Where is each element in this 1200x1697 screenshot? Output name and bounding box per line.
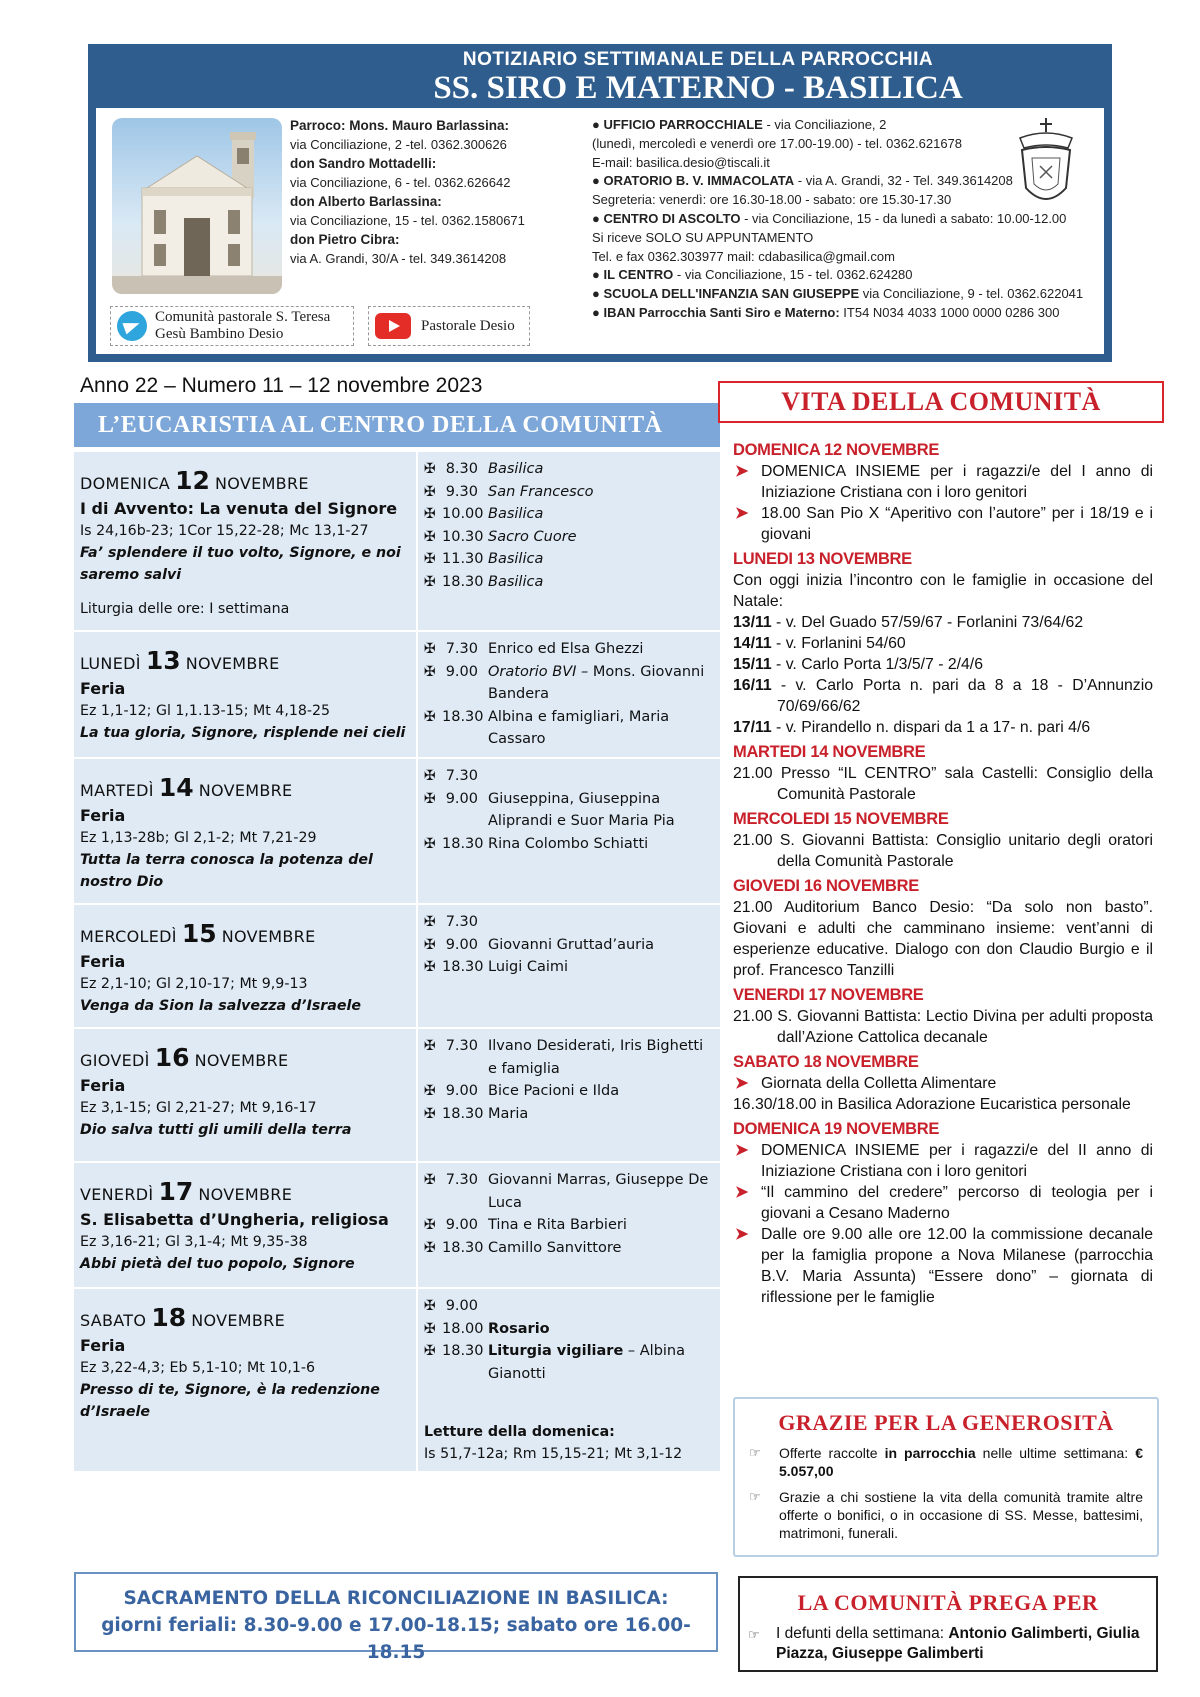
office-text: Segreteria: venerdì: ore 16.30-18.00 - sabato: ore 15.30-17.30 (592, 192, 952, 208)
event-item (733, 1182, 1153, 1224)
newsletter-header (88, 44, 1112, 362)
mass-intention (488, 1103, 716, 1126)
day-row (74, 450, 720, 630)
office-title: ● UFFICIO PARROCCHIALE (592, 117, 763, 132)
day-masses (418, 1029, 720, 1161)
cross-icon: ✠ (424, 1217, 436, 1234)
day-number: 18 (151, 1302, 187, 1332)
day-month: NOVEMBRE (185, 654, 280, 673)
cross-icon: ✠ (424, 767, 436, 784)
mass-intention (488, 548, 716, 571)
day-psalm-verse: Fa’ splendere il tuo volto, Signore, e noi saremo salvi (80, 545, 401, 583)
mass-entry (424, 1214, 716, 1237)
mass-entry (424, 481, 716, 504)
day-title (80, 1043, 410, 1072)
day-title (80, 773, 410, 802)
mass-text: Ilvano Desiderati, Iris Bighetti e famiglia (488, 1037, 704, 1077)
telegram-link[interactable] (110, 306, 354, 346)
event-day-heading: SABATO 18 NOVEMBRE (733, 1053, 919, 1071)
event-text: 21.00 S. Giovanni Battista: Consiglio unitario degli oratori della Comunità Pastorale (733, 832, 1153, 870)
event-day-heading: VENERDI 17 NOVEMBRE (733, 986, 924, 1004)
cross-icon: ✠ (424, 483, 436, 500)
day-name: VENERDÌ (80, 1184, 154, 1204)
mass-time: 9.00 (445, 936, 478, 953)
mass-intention (488, 1035, 716, 1080)
cross-icon: ✠ (424, 1105, 436, 1122)
day-title (80, 466, 410, 495)
day-name: MERCOLEDÌ (80, 926, 177, 946)
mass-entry (424, 911, 716, 934)
mass-intention (488, 706, 716, 751)
day-liturgy: Liturgia delle ore: I settimana (80, 601, 290, 617)
mass-intention (488, 638, 716, 661)
event-day-heading: MERCOLEDI 15 NOVEMBRE (733, 810, 949, 828)
day-row (74, 1161, 720, 1287)
mass-text: Giovanni Marras, Giuseppe De Luca (488, 1171, 709, 1211)
mass-intention (488, 911, 716, 934)
mass-intention (488, 481, 716, 504)
mass-text: Tina e Rita Barbieri (488, 1217, 627, 1234)
mass-entry (424, 1318, 716, 1341)
prayer-box (738, 1576, 1158, 1672)
event-text: 18.00 San Pio X “Aperitivo con l’autore” per i 18/19 e i giovani (761, 505, 1153, 543)
event-day-heading: DOMENICA 19 NOVEMBRE (733, 1120, 940, 1138)
event-text: Con oggi inizia l’incontro con le famiglie in occasione del Natale: (733, 572, 1153, 610)
header-title: SS. SIRO E MATERNO - BASILICA (433, 70, 963, 106)
mass-text: Basilica (488, 461, 544, 477)
office-text: - via Conciliazione, 15 - da lunedì a sabato: 10.00-12.00 (740, 210, 1067, 226)
cross-icon: ✠ (424, 790, 436, 807)
clergy-entry: Parroco: Mons. Mauro Barlassina: via Conciliazione, 2 -tel. 0362.300626 (290, 118, 510, 152)
office-text: - via Conciliazione, 2 (762, 117, 887, 132)
event-day-heading: GIOVEDI 16 NOVEMBRE (733, 877, 919, 895)
mass-time: 18.00 (442, 1320, 484, 1337)
day-name: MARTEDÌ (80, 780, 154, 800)
mass-time: 10.00 (442, 506, 484, 523)
generosity-heading: GRAZIE PER LA GENEROSITÀ (778, 1410, 1114, 1435)
office-text: (lunedì, mercoledì e venerdì ore 17.00-19.00) - tel. 0362.621678 (592, 135, 963, 151)
mass-intention (488, 1318, 716, 1341)
day-psalm-verse: Venga da Sion la salvezza d’Israele (80, 997, 361, 1014)
mass-entry (424, 1080, 716, 1103)
reconciliation-title: SACRAMENTO DELLA RICONCILIAZIONE IN BASILICA: (123, 1588, 669, 1609)
mass-text: Camillo Sanvittore (488, 1239, 622, 1256)
mass-entry (424, 638, 716, 661)
pointing-hand-icon: ☞ (749, 1489, 761, 1504)
arrow-right-icon: ➤ (735, 1142, 749, 1159)
cross-icon: ✠ (424, 663, 436, 680)
arrow-right-icon: ➤ (735, 463, 749, 480)
visit-schedule-line (733, 654, 1153, 675)
mass-intention (488, 1080, 716, 1103)
mass-entry (424, 1237, 716, 1260)
cross-icon: ✠ (424, 1320, 436, 1337)
mass-intention (488, 571, 716, 594)
event-item (733, 1224, 1153, 1308)
day-celebration: S. Elisabetta d’Ungheria, religiosa (80, 1209, 389, 1229)
mass-intention (488, 1340, 716, 1385)
telegram-label: Comunità pastorale S. Teresa Gesù Bambino Desio (155, 309, 331, 342)
arrow-right-icon: ➤ (735, 1075, 749, 1092)
event-text: Giornata della Colletta Alimentare (761, 1075, 997, 1092)
mass-place: Oratorio BVI – (488, 663, 589, 680)
mass-time: 11.30 (442, 551, 484, 568)
day-name: LUNEDÌ (80, 654, 141, 673)
office-text: Tel. e fax 0362.303977 mail: cdabasilica@gmail.com (592, 248, 895, 264)
office-line (592, 248, 1092, 267)
mass-text: Maria (488, 1105, 529, 1122)
mass-text: Basilica (488, 506, 544, 523)
cross-icon: ✠ (424, 959, 436, 976)
generosity-box (733, 1397, 1159, 1557)
mass-time: 8.30 (445, 461, 478, 477)
mass-intention (488, 1237, 716, 1260)
day-row (74, 1287, 720, 1471)
mass-entry (424, 1035, 716, 1080)
mass-entry (424, 526, 716, 549)
mass-intention (488, 1295, 716, 1318)
event-text: DOMENICA INSIEME per i ragazzi/e del II anno di Iniziazione Cristiana con i loro genitori (761, 1142, 1153, 1180)
event-day-heading: MARTEDI 14 NOVEMBRE (733, 743, 926, 761)
event-item (733, 1073, 1153, 1094)
visit-streets: - v. Carlo Porta 1/3/5/7 - 2/4/6 (771, 656, 983, 673)
visit-schedule-line (733, 633, 1153, 654)
sunday-readings-text: Is 51,7-12a; Rm 15,15-21; Mt 3,1-12 (424, 1446, 683, 1463)
day-row (74, 903, 720, 1027)
clergy-contacts (290, 116, 550, 268)
visit-schedule-line (733, 717, 1153, 738)
day-psalm-verse: Presso di te, Signore, è la redenzione d’Israele (80, 1381, 380, 1420)
clergy-entry: don Alberto Barlassina: via Conciliazione, 15 - tel. 0362.1580671 (290, 194, 525, 228)
day-masses (418, 1163, 720, 1287)
day-celebration: Feria (80, 1335, 126, 1355)
day-info (74, 1029, 416, 1161)
day-name: DOMENICA (80, 474, 171, 493)
visit-date: 15/11 (733, 656, 772, 673)
day-info (74, 905, 416, 1027)
event-item (733, 461, 1153, 503)
office-line (592, 266, 1092, 285)
youtube-icon (375, 313, 411, 339)
mass-entry (424, 661, 716, 706)
mass-time: 18.30 (442, 1105, 484, 1122)
mass-intention (488, 934, 716, 957)
mass-schedule (74, 450, 720, 1471)
mass-entry (424, 706, 716, 751)
mass-time: 9.00 (445, 663, 478, 680)
offerings-item: ☞ Offerte raccolte in parrocchia nelle ultime settimana: € 5.057,00 (749, 1445, 1143, 1479)
event-text: “Il cammino del credere” percorso di teologia per i giovani a Cesano Maderno (761, 1184, 1153, 1222)
day-title (80, 646, 410, 675)
visit-streets: - v. Forlanini 54/60 (771, 635, 906, 652)
event-item (733, 1140, 1153, 1182)
header-subtitle: NOTIZIARIO SETTIMANALE DELLA PARROCCHIA (462, 49, 934, 70)
day-psalm-verse: La tua gloria, Signore, risplende nei cieli (80, 725, 406, 741)
cross-icon: ✠ (424, 835, 436, 852)
visit-date: 16/11 (733, 677, 772, 694)
day-title (80, 1303, 410, 1332)
mass-entry (424, 934, 716, 957)
day-number: 14 (158, 772, 194, 802)
clergy-entry: don Sandro Mottadelli: via Conciliazione, 6 - tel. 0362.626642 (290, 156, 511, 190)
office-line (592, 229, 1092, 248)
day-info (74, 632, 416, 757)
cross-icon: ✠ (424, 573, 436, 590)
office-line (592, 285, 1092, 304)
day-masses (418, 1289, 720, 1471)
day-psalm-verse: Abbi pietà del tuo popolo, Signore (80, 1255, 355, 1272)
visit-streets: - v. Carlo Porta n. pari da 8 a 18 - D’Annunzio 70/69/66/62 (771, 677, 1153, 715)
cross-icon: ✠ (424, 461, 436, 477)
schedule-heading: L’EUCARISTIA AL CENTRO DELLA COMUNITÀ (74, 403, 720, 447)
mass-entry (424, 833, 716, 856)
visit-streets: - v. Del Guado 57/59/67 - Forlanini 73/64/62 (771, 614, 1084, 631)
reconciliation-box (74, 1572, 718, 1663)
office-title: ● IBAN Parrocchia Santi Siro e Materno: (592, 304, 840, 320)
visit-streets: - v. Pirandello n. dispari da 1 a 17- n. pari 4/6 (771, 719, 1091, 736)
mass-text: Basilica (488, 551, 544, 568)
event-text: 21.00 Auditorium Banco Desio: “Da solo non basto”. Giovani e adulti che camminano insieme: vent’anni di esperienze educative. Dialogo con don Claudio Burgio e il prof. Francesco Tanzilli (733, 899, 1153, 979)
day-info (74, 452, 416, 630)
day-readings: Ez 1,13-28b; Gl 2,1-2; Mt 7,21-29 (80, 829, 317, 846)
mass-text: Giuseppina, Giuseppina Aliprandi e Suor Maria Pia (488, 790, 675, 830)
office-title: ● IL CENTRO (592, 267, 674, 283)
cross-icon: ✠ (424, 1037, 436, 1054)
community-life-events (733, 436, 1153, 1308)
day-info (74, 1289, 416, 1471)
mass-intention (488, 833, 716, 856)
mass-time: 18.30 (442, 835, 484, 852)
cross-icon: ✠ (424, 1239, 436, 1256)
mass-intention (488, 503, 716, 526)
event-day-heading: LUNEDI 13 NOVEMBRE (733, 550, 912, 568)
cross-icon: ✠ (424, 936, 436, 953)
youtube-link[interactable] (368, 306, 530, 346)
mass-time: 18.30 (442, 708, 484, 725)
mass-text: Sacro Cuore (488, 528, 577, 545)
mass-time: 18.30 (442, 573, 484, 590)
mass-time: 7.30 (445, 767, 478, 784)
mass-intention (488, 1169, 716, 1214)
church-photo (112, 118, 282, 294)
issue-line: Anno 22 – Numero 11 – 12 novembre 2023 (80, 374, 483, 397)
cross-icon: ✠ (424, 1297, 436, 1314)
event-text: 21.00 S. Giovanni Battista: Lectio Divina per adulti proposta dall’Azione Cattolica decanale (733, 1008, 1153, 1046)
day-number: 12 (175, 466, 210, 495)
day-celebration: Feria (80, 1075, 126, 1095)
day-number: 17 (158, 1176, 194, 1206)
cross-icon: ✠ (424, 551, 436, 568)
mass-text: San Francesco (488, 483, 594, 500)
thanks-item: ☞ Grazie a chi sostiene la vita della comunità tramite altre offerte o bonifici, o in occasione di SS. Messe, battesimi, matrimoni, funerali. (749, 1489, 1143, 1541)
day-number: 15 (181, 918, 217, 948)
mass-intention (488, 458, 716, 481)
mass-text: Albina e famigliari, Maria Cassaro (488, 708, 670, 748)
sunday-readings-label: Letture della domenica: (424, 1424, 615, 1441)
day-name: GIOVEDÌ (80, 1050, 150, 1070)
office-title: ● CENTRO DI ASCOLTO (592, 210, 741, 226)
day-month: NOVEMBRE (194, 1050, 289, 1070)
day-info (74, 759, 416, 903)
mass-entry (424, 1103, 716, 1126)
clergy-entry: don Pietro Cibra: via A. Grandi, 30/A - tel. 349.3614208 (290, 232, 507, 266)
mass-text: Giovanni Gruttad’auria (488, 936, 655, 953)
day-psalm-verse: Tutta la terra conosca la potenza del nostro Dio (80, 851, 373, 890)
mass-entry (424, 1169, 716, 1214)
mass-name: – Albina Gianotti (488, 1343, 686, 1382)
day-number: 13 (145, 646, 181, 675)
day-row (74, 757, 720, 903)
day-title (80, 919, 410, 948)
day-masses (418, 759, 720, 903)
arrow-right-icon: ➤ (735, 1184, 749, 1201)
office-text: IT54 N034 4033 1000 0000 0286 300 (839, 304, 1060, 320)
mass-text: Luigi Caimi (488, 959, 569, 976)
prayer-heading: LA COMUNITÀ PREGA PER (797, 1590, 1099, 1615)
day-masses (418, 452, 720, 630)
cross-icon: ✠ (424, 528, 436, 545)
day-month: NOVEMBRE (198, 1184, 293, 1204)
day-celebration: Feria (80, 805, 126, 825)
event-text: DOMENICA INSIEME per i ragazzi/e del I anno di Iniziazione Cristiana con i loro genitori (761, 463, 1153, 501)
day-month: NOVEMBRE (198, 780, 293, 800)
sunday-readings (424, 1421, 716, 1465)
reconciliation-hours: giorni feriali: 8.30-9.00 e 17.00-18.15; sabato ore 16.00-18.15 (101, 1615, 691, 1663)
mass-time: 9.30 (445, 483, 478, 500)
visit-date: 13/11 (733, 614, 772, 631)
mass-time: 18.30 (442, 959, 484, 976)
mass-entry (424, 503, 716, 526)
mass-entry (424, 765, 716, 788)
mass-label: Liturgia vigiliare (488, 1343, 624, 1360)
mass-entry (424, 788, 716, 833)
mass-entry (424, 1295, 716, 1318)
mass-text: Bice Pacioni e Ilda (488, 1083, 620, 1100)
mass-time: 7.30 (445, 913, 478, 930)
day-title (80, 1177, 410, 1206)
mass-time: 7.30 (445, 1037, 478, 1054)
office-text: - via A. Grandi, 32 - Tel. 349.3614208 (794, 173, 1013, 189)
mass-entry (424, 548, 716, 571)
day-readings: Ez 3,22-4,3; Eb 5,1-10; Mt 10,1-6 (80, 1359, 316, 1376)
day-psalm-verse: Dio salva tutti gli umili della terra (80, 1121, 352, 1138)
office-text: Si riceve SOLO SU APPUNTAMENTO (592, 229, 814, 245)
visit-schedule-line (733, 675, 1153, 717)
community-life-heading: VITA DELLA COMUNITÀ (718, 381, 1164, 423)
telegram-icon (117, 311, 147, 341)
cross-icon: ✠ (424, 1343, 436, 1360)
day-info (74, 1163, 416, 1287)
mass-text: Rina Colombo Schiatti (488, 835, 649, 852)
mass-intention (488, 788, 716, 833)
arrow-right-icon: ➤ (735, 1226, 749, 1243)
mass-intention (488, 956, 716, 979)
event-text: 21.00 Presso “IL CENTRO” sala Castelli: Consiglio della Comunità Pastorale (733, 765, 1153, 803)
mass-intention: Oratorio BVI – Mons. Giovanni Bandera (488, 663, 705, 703)
office-text: via Conciliazione, 9 - tel. 0362.622041 (859, 286, 1084, 302)
mass-entry (424, 458, 716, 481)
mass-time: 9.00 (445, 1083, 478, 1100)
day-row (74, 1027, 720, 1161)
day-name: SABATO (80, 1310, 147, 1330)
parish-crest-icon (1006, 114, 1086, 214)
day-masses (418, 632, 720, 757)
day-readings: Ez 1,1-12; Gl 1,1.13-15; Mt 4,18-25 (80, 703, 331, 719)
mass-intention (488, 1214, 716, 1237)
cross-icon: ✠ (424, 641, 436, 657)
header-contact-panel (96, 108, 1104, 354)
visit-schedule-line (733, 612, 1153, 633)
visit-date: 17/11 (733, 719, 772, 736)
event-item (733, 503, 1153, 545)
cross-icon: ✠ (424, 708, 436, 725)
day-readings: Ez 3,1-15; Gl 2,21-27; Mt 9,16-17 (80, 1099, 317, 1116)
youtube-label: Pastorale Desio (421, 317, 515, 334)
day-readings: Ez 2,1-10; Gl 2,10-17; Mt 9,9-13 (80, 975, 308, 992)
office-text: - via Conciliazione, 15 - tel. 0362.624280 (673, 267, 913, 283)
visit-date: 14/11 (733, 635, 772, 652)
office-title: ● ORATORIO B. V. IMMACOLATA (592, 173, 795, 189)
day-readings: Ez 3,16-21; Gl 3,1-4; Mt 9,35-38 (80, 1233, 308, 1250)
cross-icon: ✠ (424, 913, 436, 930)
mass-time: 9.00 (445, 1217, 478, 1234)
office-text: E-mail: basilica.desio@tiscali.it (592, 154, 770, 170)
mass-time: 7.30 (445, 1171, 478, 1188)
mass-time: 9.00 (445, 1297, 478, 1314)
mass-entry (424, 1340, 716, 1385)
cross-icon: ✠ (424, 1171, 436, 1188)
event-text: Dalle ore 9.00 alle ore 12.00 la commissione decanale per la famiglia propone a Nova Milanese (parrocchia B.V. Maria Assunta) “Essere dono” – giornata di riflessione per le famiglie (761, 1226, 1153, 1306)
arrow-right-icon: ➤ (735, 505, 749, 522)
mass-intention (488, 765, 716, 788)
day-row (74, 630, 720, 757)
office-title: ● SCUOLA DELL'INFANZIA SAN GIUSEPPE (592, 286, 860, 302)
cross-icon: ✠ (424, 1083, 436, 1100)
mass-time: 10.30 (442, 528, 484, 545)
mass-time: 18.30 (442, 1343, 484, 1360)
mass-time: 18.30 (442, 1239, 484, 1256)
mass-intention (488, 526, 716, 549)
day-celebration: Feria (80, 679, 126, 698)
event-text: 16.30/18.00 in Basilica Adorazione Eucaristica personale (733, 1096, 1131, 1113)
mass-text: Rosario (488, 1320, 550, 1337)
day-month: NOVEMBRE (191, 1310, 285, 1330)
office-line (592, 304, 1092, 323)
day-readings: Is 24,16b-23; 1Cor 15,22-28; Mc 13,1-27 (80, 523, 369, 539)
day-month: NOVEMBRE (215, 474, 309, 493)
prayer-item: ☞ I defunti della settimana: Antonio Galimberti, Giulia Piazza, Giuseppe Galimberti (748, 1625, 1140, 1662)
mass-time: 9.00 (445, 790, 478, 807)
mass-entry (424, 956, 716, 979)
pointing-hand-icon: ☞ (749, 1445, 761, 1460)
day-number: 16 (154, 1042, 190, 1072)
mass-time: 7.30 (445, 641, 478, 657)
mass-entry (424, 571, 716, 594)
day-celebration: I di Avvento: La venuta del Signore (80, 499, 398, 518)
cross-icon: ✠ (424, 506, 436, 523)
day-masses (418, 905, 720, 1027)
day-month: NOVEMBRE (221, 926, 316, 946)
day-celebration: Feria (80, 951, 126, 971)
mass-text: Enrico ed Elsa Ghezzi (488, 641, 644, 657)
pointing-hand-icon: ☞ (748, 1627, 760, 1642)
mass-text: Basilica (488, 573, 544, 590)
event-day-heading: DOMENICA 12 NOVEMBRE (733, 441, 940, 459)
